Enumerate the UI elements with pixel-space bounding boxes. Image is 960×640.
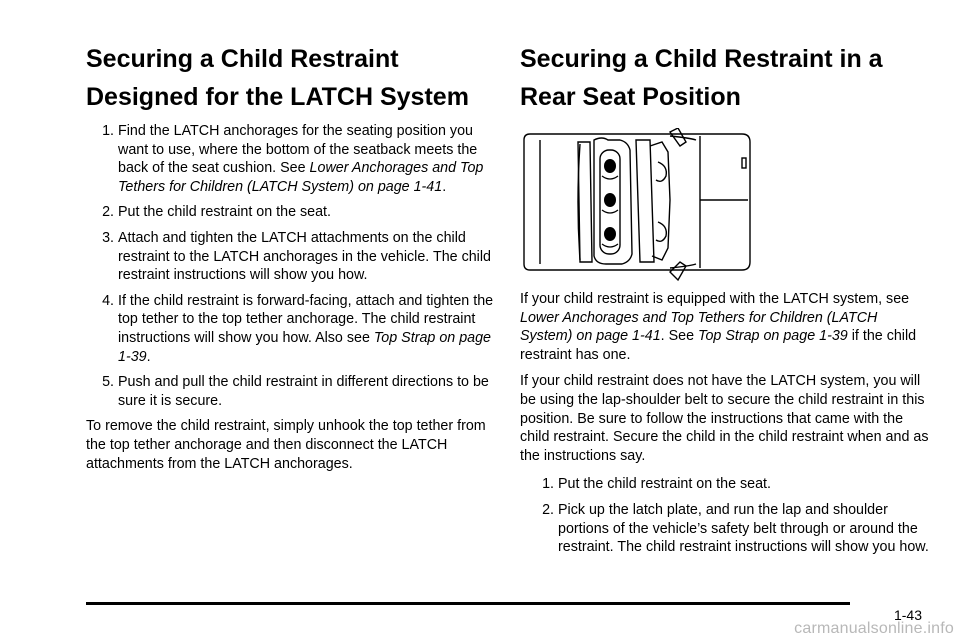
step-text: Pick up the latch plate, and run the lap and shoulder portions of the vehicle’s safety belt through or around the restraint. The child restraint instructions will show you how.: [558, 501, 929, 556]
footer-rule: [86, 602, 850, 605]
page-number: 1-43: [893, 607, 922, 623]
section-heading-latch: Securing a Child Restraint Designed for the LATCH System: [86, 45, 469, 111]
page-reference: Top Strap on page 1-39: [698, 328, 848, 345]
left-column: [86, 40, 498, 473]
section-heading-rear-seat: Securing a Child Restraint in a Rear Seat Position: [520, 45, 883, 111]
removal-paragraph: To remove the child restraint, simply unhook the top tether from the top tether anchorage and then disconnect the LATCH attachments from the LATCH anchorages.: [86, 418, 486, 472]
step-number: 1.: [102, 123, 114, 139]
step-text: Find the LATCH anchorages for the seating position you want to use, where the bottom of the seatback meets the back of the seat cushion. See: [118, 123, 478, 177]
page-reference: Top Strap on page 1-39: [118, 329, 492, 365]
step-text: Attach and tighten the LATCH attachments on the child restraint to the LATCH anchorages in the vehicle. The child restraint instructions will show you how.: [118, 229, 491, 284]
list-item: [88, 122, 498, 196]
list-item: [88, 229, 498, 285]
step-number: 3.: [102, 229, 114, 246]
step-number: 2.: [542, 501, 554, 518]
vehicle-rear-seat-illustration: [520, 128, 756, 284]
page-reference: Lower Anchorages and Top Tethers for Children (LATCH System) on page 1-41: [118, 160, 484, 195]
step-text-end: .: [442, 178, 447, 195]
step-text: If the child restraint is forward-facing, attach and tighten the top tether to the top tether anchorage. The child restraint instructions will show you how. Also see: [118, 292, 494, 346]
page-reference: Lower Anchorages and Top Tethers for Children (LATCH System) on page 1-41: [520, 309, 878, 345]
step-number: 2.: [102, 204, 114, 221]
list-item: [88, 292, 498, 366]
right-column: [520, 40, 932, 564]
step-number: 1.: [542, 476, 554, 493]
step-text: Put the child restraint on the seat.: [558, 476, 771, 493]
step-text: Push and pull the child restraint in different directions to be sure it is secure.: [118, 374, 489, 409]
step-text-end: .: [146, 348, 151, 365]
list-item: [528, 475, 932, 494]
rear-seat-steps-list: [528, 475, 932, 556]
step-text: Put the child restraint on the seat.: [118, 204, 331, 221]
list-item: [88, 203, 498, 222]
paragraph-text: . See: [660, 328, 699, 345]
paragraph-text: if the child restraint has one.: [520, 328, 917, 363]
list-item: [528, 501, 932, 557]
watermark: carmanualsonline.info: [794, 620, 954, 637]
lap-shoulder-belt-paragraph: If your child restraint does not have the LATCH system, you will be using the lap-shoulder belt to secure the child restraint in this position. Be sure to follow the instructions that came with the child restraint. Secure the child in the child restraint when and as the instructions say.: [520, 373, 929, 464]
latch-steps-list: [86, 122, 498, 410]
list-item: [88, 373, 498, 410]
paragraph-text: If your child restraint is equipped with the LATCH system, see: [520, 291, 910, 307]
step-number: 4.: [102, 292, 114, 309]
step-number: 5.: [102, 374, 114, 391]
latch-reference-paragraph: [520, 290, 932, 364]
